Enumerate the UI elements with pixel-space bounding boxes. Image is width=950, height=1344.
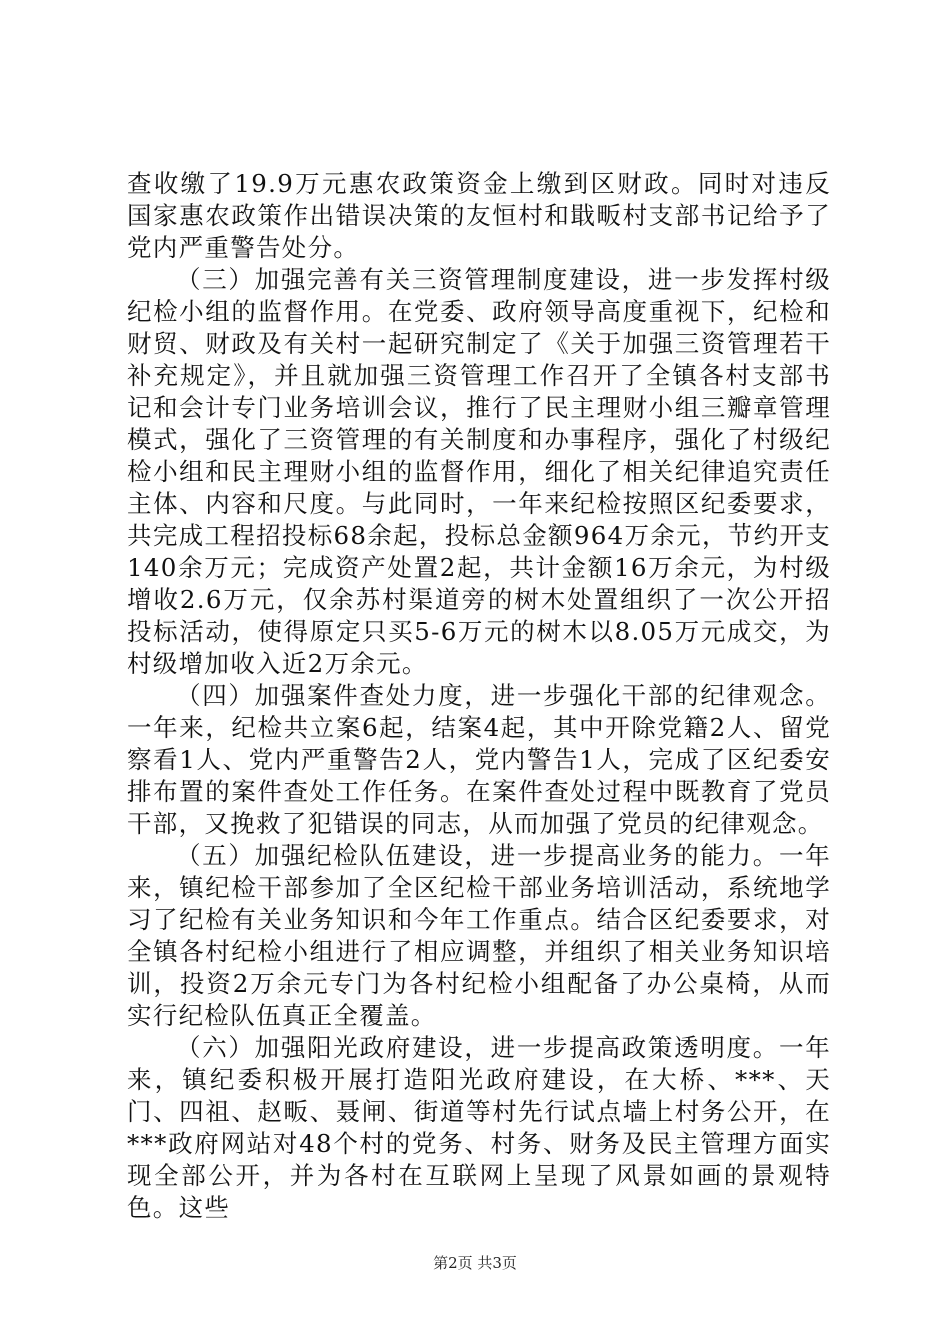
paragraph-3: （四）加强案件查处力度，进一步强化干部的纪律观念。一年来，纪检共立案6起，结案4起，其中开除党籍2人、留党察看1人、党内严重警告2人，党内警告1人，完成了区纪委安排布置的案件查处工作任务。在案件查处过程中既教育了党员干部，又挽救了犯错误的同志，从而加强了党员的纪律观念。 — [127, 681, 831, 838]
paragraph-1: 查收缴了19.9万元惠农政策资金上缴到区财政。同时对违反国家惠农政策作出错误决策的友恒村和戢畈村支部书记给予了党内严重警告处分。 — [127, 169, 831, 262]
paragraph-2: （三）加强完善有关三资管理制度建设，进一步发挥村级纪检小组的监督作用。在党委、政府领导高度重视下，纪检和财贸、财政及有关村一起研究制定了《关于加强三资管理若干补充规定》，并且就加强三资管理工作召开了全镇各村支部书记和会计专门业务培训会议，推行了民主理财小组三瓣章管理模式，强化了三资管理的有关制度和办事程序，强化了村级纪检小组和民主理财小组的监督作用，细化了相关纪律追究责任主体、内容和尺度。与此同时，一年来纪检按照区纪委要求，共完成工程招投标68余起，投标总金额964万余元，节约开支140余万元；完成资产处置2起，共计金额16万余元，为村级增收2.6万元，仅余苏村渠道旁的树木处置组织了一次公开招投标活动，使得原定只买5-6万元的树木以8.05万元成交，为村级增加收入近2万余元。 — [127, 265, 831, 678]
page-number: 第2页 共3页 — [433, 1254, 517, 1272]
paragraph-5: （六）加强阳光政府建设，进一步提高政策透明度。一年来，镇纪委积极开展打造阳光政府建设，在大桥、***、天门、四祖、赵畈、聂闸、街道等村先行试点墙上村务公开，在***政府网站对48个村的党务、村务、财务及民主管理方面实现全部公开，并为各村在互联网上呈现了风景如画的景观特色。这些 — [127, 1033, 831, 1222]
document-body — [127, 168, 831, 1224]
paragraph-4: （五）加强纪检队伍建设，进一步提高业务的能力。一年来，镇纪检干部参加了全区纪检干部业务培训活动，系统地学习了纪检有关业务知识和今年工作重点。结合区纪委要求，对全镇各村纪检小组进行了相应调整，并组织了相关业务知识培训，投资2万余元专门为各村纪检小组配备了办公桌椅，从而实行纪检队伍真正全覆盖。 — [127, 841, 831, 1030]
